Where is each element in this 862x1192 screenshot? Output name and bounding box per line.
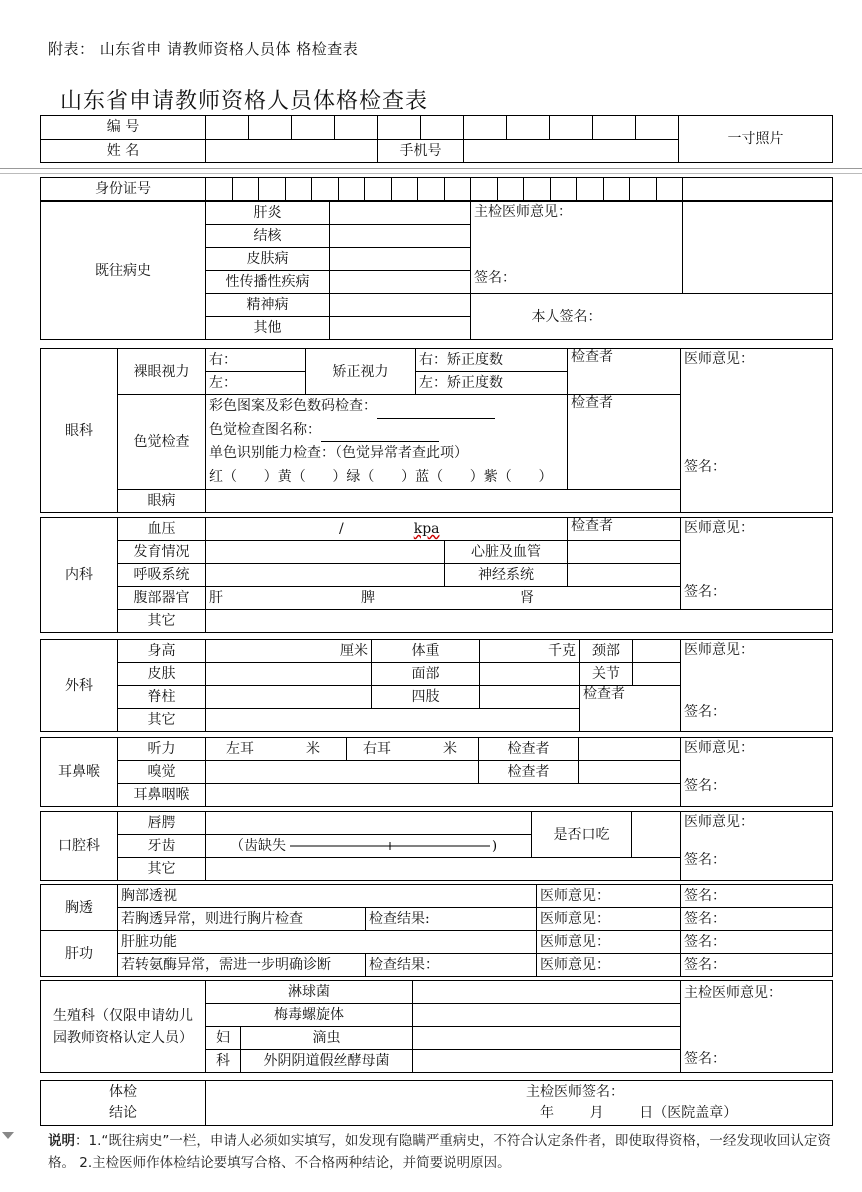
page-break xyxy=(0,165,862,177)
hearing-examiner-label: 检查者 xyxy=(479,738,579,761)
internal-opinion-label: 医师意见： xyxy=(684,520,755,536)
color-line4: 红（ ）黄（ ）绿（ ）蓝（ ）紫（ ） xyxy=(209,468,553,485)
top-table xyxy=(40,115,833,163)
id-cell[interactable] xyxy=(206,178,233,201)
number-cell[interactable] xyxy=(507,116,550,140)
id-cell[interactable] xyxy=(444,178,471,201)
phone-field[interactable] xyxy=(464,139,679,163)
form-title: 山东省申请教师资格人员体格检查表 xyxy=(60,89,429,114)
internal-doctor-opinion[interactable] xyxy=(681,518,833,610)
page-header: 附表： 山东省申 请教师资格人员体 格检查表 xyxy=(48,40,359,58)
number-cell[interactable] xyxy=(593,116,636,140)
note-text: ：1.“既往病史”一栏，申请人必须如实填写，如发现有隐瞒严重病史，不符合认定条件者，即使取得资格，一经发现收回认定资格。 2.主检医师作体检结论要填写合格、不合格两种结论，并简要说明原因。 xyxy=(48,1133,831,1171)
internal-other-field[interactable] xyxy=(206,610,833,633)
surgery-doctor-opinion[interactable] xyxy=(681,640,833,732)
surgery-section: 外科 xyxy=(41,640,118,732)
oral-sign-label: 签名： xyxy=(684,852,726,868)
surgery-other-label: 其它 xyxy=(118,709,206,732)
kg-unit: 千克 xyxy=(548,643,576,659)
limbs-label: 四肢 xyxy=(372,686,480,709)
abdomen-label: 腹部器官 xyxy=(118,587,206,610)
nervous-field[interactable] xyxy=(568,564,681,587)
color-line1: 彩色图案及彩色数码检查： xyxy=(209,398,377,414)
neck-field[interactable] xyxy=(633,640,681,663)
liver-result[interactable]: 检查结果： xyxy=(366,954,537,977)
oral-other-label: 其它 xyxy=(118,858,206,881)
phone-label: 手机号 xyxy=(378,139,464,163)
skin-label: 皮肤 xyxy=(118,663,206,686)
id-cell[interactable] xyxy=(391,178,418,201)
gyn-label-2: 科 xyxy=(206,1050,241,1073)
history-item: 性传播性疾病 xyxy=(206,271,330,294)
ent-table xyxy=(40,737,833,807)
chief-sign-label: 签名： xyxy=(474,270,516,286)
joint-field[interactable] xyxy=(633,663,681,686)
surgery-table xyxy=(40,639,833,732)
throat-label: 耳鼻咽喉 xyxy=(118,784,206,807)
spleen-label: 脾 xyxy=(361,590,375,606)
chest-xray-label: 胸部透视 xyxy=(118,885,537,908)
spine-label: 脊柱 xyxy=(118,686,206,709)
liver-abnormal-label: 若转氨酶异常，需进一步明确诊断 xyxy=(118,954,366,977)
stutter-label: 是否口吃 xyxy=(532,812,632,858)
history-item: 精神病 xyxy=(206,294,330,317)
id-cell[interactable] xyxy=(577,178,604,201)
eye-opinion-label: 医师意见： xyxy=(684,351,754,367)
id-cell[interactable] xyxy=(603,178,630,201)
chest-result[interactable]: 检查结果: xyxy=(366,908,537,931)
id-cell[interactable] xyxy=(497,178,524,201)
id-cell[interactable] xyxy=(471,178,498,201)
eye-examiner-2[interactable]: 检查者 xyxy=(568,395,681,490)
bp-unit: kpa xyxy=(413,521,440,537)
right-degree[interactable]: 右：矫正度数 xyxy=(416,349,568,372)
surgery-examiner[interactable]: 检查者 xyxy=(580,686,681,732)
candida-label: 外阴阴道假丝酵母菌 xyxy=(241,1050,413,1073)
teeth-field[interactable] xyxy=(206,835,532,858)
number-cell[interactable] xyxy=(550,116,593,140)
id-cell[interactable] xyxy=(338,178,365,201)
joint-label: 关节 xyxy=(580,663,633,686)
internal-section: 内科 xyxy=(41,518,118,633)
teeth-detail: （齿缺失 xyxy=(230,838,286,854)
skin-field[interactable] xyxy=(206,663,372,686)
svg-text:): ) xyxy=(492,840,498,852)
liver-opinion-2[interactable]: 医师意见： xyxy=(537,954,681,977)
internal-other-label: 其它 xyxy=(118,610,206,633)
history-field[interactable] xyxy=(330,317,471,340)
corrected-vision-label: 矫正视力 xyxy=(306,349,416,395)
lips-label: 唇腭 xyxy=(118,812,206,835)
history-item: 其他 xyxy=(206,317,330,340)
kidney-label: 肾 xyxy=(520,590,534,606)
name-field[interactable] xyxy=(206,139,378,163)
liver-sign-2[interactable]: 签名： xyxy=(681,954,833,977)
self-sign[interactable] xyxy=(471,294,833,340)
left-ear-unit: 米 xyxy=(306,741,320,757)
liver-opinion-1[interactable]: 医师意见： xyxy=(537,931,681,954)
liver-function-label: 肝脏功能 xyxy=(118,931,537,954)
chest-sign-2[interactable]: 签名： xyxy=(681,908,833,931)
eye-disease-field[interactable] xyxy=(206,490,681,513)
face-label: 面部 xyxy=(372,663,480,686)
ent-section: 耳鼻喉 xyxy=(41,738,118,807)
conclusion-label-2: 结论 xyxy=(109,1105,137,1121)
name-label: 姓 名 xyxy=(41,139,206,163)
right-ear-unit: 米 xyxy=(443,741,457,757)
id-table xyxy=(40,177,833,201)
respiratory-label: 呼吸系统 xyxy=(118,564,206,587)
naked-left[interactable]: 左： xyxy=(206,372,306,395)
note-bold: 说明 xyxy=(48,1133,75,1149)
id-cell[interactable] xyxy=(365,178,392,201)
id-cell[interactable] xyxy=(656,178,683,201)
internal-table xyxy=(40,517,833,633)
left-degree[interactable]: 左：矫正度数 xyxy=(416,372,568,395)
syphilis-field[interactable] xyxy=(413,1004,681,1027)
gonorrhea-field[interactable] xyxy=(413,981,681,1004)
development-label: 发育情况 xyxy=(118,541,206,564)
trich-field[interactable] xyxy=(413,1027,681,1050)
color-line3: 单色识别能力检查：（色觉异常者查此项） xyxy=(209,445,468,461)
left-ear-label: 左耳 xyxy=(226,741,254,757)
collapse-arrow-icon[interactable] xyxy=(2,1132,14,1139)
id-cell[interactable] xyxy=(550,178,577,201)
heart-label: 心脏及血管 xyxy=(445,541,568,564)
self-sign-label: 本人签名： xyxy=(531,308,602,325)
repro-section: 生殖科（仅限申请幼儿园教师资格认定人员） xyxy=(41,981,206,1073)
surgery-opinion-label: 医师意见： xyxy=(684,642,754,658)
id-cell[interactable] xyxy=(312,178,339,201)
liver-sign-1[interactable]: 签名： xyxy=(681,931,833,954)
number-cell[interactable] xyxy=(249,116,292,140)
history-right-blank xyxy=(683,202,833,294)
teeth-label: 牙齿 xyxy=(118,835,206,858)
smell-field[interactable] xyxy=(206,761,479,784)
history-item: 结核 xyxy=(206,225,330,248)
trich-label: 滴虫 xyxy=(241,1027,413,1050)
conclusion-date: 年 月 日（医院盖章） xyxy=(540,1105,738,1121)
stutter-field[interactable] xyxy=(632,812,681,858)
eye-disease-label: 眼病 xyxy=(118,490,206,513)
surgery-sign-label: 签名： xyxy=(684,704,726,720)
development-field[interactable] xyxy=(206,541,445,564)
number-cell[interactable] xyxy=(335,116,378,140)
weight-field[interactable] xyxy=(480,640,580,663)
number-cell[interactable] xyxy=(464,116,507,140)
oral-opinion-label: 医师意见： xyxy=(684,814,754,830)
eye-examiner-1[interactable]: 检查者 xyxy=(568,349,681,395)
chest-opinion-1[interactable]: 医师意见： xyxy=(537,885,681,908)
smell-examiner-field[interactable] xyxy=(579,761,681,784)
conclusion-chief-sign: 主检医师签名： xyxy=(526,1084,624,1100)
hearing-examiner-field[interactable] xyxy=(579,738,681,761)
conclusion-field[interactable] xyxy=(206,1081,833,1126)
history-item: 肝炎 xyxy=(206,202,330,225)
eye-sign-label: 签名： xyxy=(684,459,726,475)
oral-other-field[interactable] xyxy=(206,858,681,881)
id-cell[interactable] xyxy=(418,178,445,201)
height-field[interactable] xyxy=(206,640,372,663)
eye-section: 眼科 xyxy=(41,349,118,513)
spine-field[interactable] xyxy=(206,686,372,709)
id-label: 身份证号 xyxy=(41,178,206,201)
right-ear-label: 右耳 xyxy=(363,741,391,757)
internal-examiner[interactable]: 检查者 xyxy=(568,518,681,541)
bp-label: 血压 xyxy=(118,518,206,541)
respiratory-field[interactable] xyxy=(206,564,445,587)
heart-field[interactable] xyxy=(568,541,681,564)
chest-abnormal-label: 若胸透异常，则进行胸片检查 xyxy=(118,908,366,931)
cm-unit: 厘米 xyxy=(340,643,368,659)
left-ear-field[interactable] xyxy=(206,738,347,761)
ent-doctor-opinion[interactable] xyxy=(681,738,833,807)
naked-vision-label: 裸眼视力 xyxy=(118,349,206,395)
history-field[interactable] xyxy=(330,248,471,271)
number-cell[interactable] xyxy=(378,116,421,140)
chest-liver-table xyxy=(40,884,833,977)
chest-sign-1[interactable]: 签名： xyxy=(681,885,833,908)
nervous-label: 神经系统 xyxy=(445,564,568,587)
chief-opinion-label: 主检医师意见： xyxy=(474,204,572,220)
repro-table xyxy=(40,980,833,1073)
id-cell[interactable] xyxy=(630,178,657,201)
gyn-label-1: 妇 xyxy=(206,1027,241,1050)
number-cell[interactable] xyxy=(206,116,249,140)
hearing-label: 听力 xyxy=(118,738,206,761)
chest-section: 胸透 xyxy=(41,885,118,931)
history-field[interactable] xyxy=(330,271,471,294)
photo-box[interactable]: 一寸照片 xyxy=(679,116,833,163)
history-field[interactable] xyxy=(330,202,471,225)
number-cell[interactable] xyxy=(636,116,679,140)
history-item: 皮肤病 xyxy=(206,248,330,271)
history-field[interactable] xyxy=(330,225,471,248)
color-line2: 色觉检查图名称： xyxy=(209,421,321,438)
id-cell[interactable] xyxy=(285,178,312,201)
bp-field[interactable] xyxy=(206,518,568,541)
oral-section: 口腔科 xyxy=(41,812,118,881)
limbs-field[interactable] xyxy=(480,686,580,709)
repro-sign-label: 签名： xyxy=(684,1051,726,1067)
oral-table xyxy=(40,811,833,881)
abdomen-field[interactable] xyxy=(206,587,681,610)
liver-label: 肝 xyxy=(209,590,223,606)
color-check-area[interactable] xyxy=(206,395,568,490)
number-cell[interactable] xyxy=(421,116,464,140)
repro-chief-opinion[interactable] xyxy=(681,981,833,1073)
conclusion-table xyxy=(40,1080,833,1126)
smell-examiner-label: 检查者 xyxy=(479,761,579,784)
history-chief-opinion[interactable] xyxy=(471,202,683,294)
smell-label: 嗅觉 xyxy=(118,761,206,784)
surgery-other-field[interactable] xyxy=(206,709,580,732)
lips-field[interactable] xyxy=(206,812,532,835)
bp-sep: / xyxy=(339,521,344,537)
id-cell[interactable] xyxy=(259,178,286,201)
id-cell[interactable] xyxy=(232,178,259,201)
number-label: 编 号 xyxy=(41,116,206,140)
right-ear-field[interactable] xyxy=(347,738,479,761)
throat-field[interactable] xyxy=(206,784,681,807)
history-field[interactable] xyxy=(330,294,471,317)
conclusion-label-1: 体检 xyxy=(109,1084,137,1100)
naked-right[interactable]: 右： xyxy=(206,349,306,372)
ent-sign-label: 签名： xyxy=(684,778,726,794)
neck-label: 颈部 xyxy=(580,640,633,663)
history-table xyxy=(40,201,833,340)
eye-table xyxy=(40,348,833,513)
id-photo-cont xyxy=(683,178,833,201)
gonorrhea-label: 淋球菌 xyxy=(206,981,413,1004)
internal-sign-label: 签名： xyxy=(684,584,727,600)
history-label: 既往病史 xyxy=(41,202,206,340)
tooth-chart-cross xyxy=(290,840,500,852)
height-label: 身高 xyxy=(118,640,206,663)
footnote xyxy=(48,1130,838,1174)
color-check-label: 色觉检查 xyxy=(118,395,206,490)
syphilis-label: 梅毒螺旋体 xyxy=(206,1004,413,1027)
liver-section: 肝功 xyxy=(41,931,118,977)
number-cell[interactable] xyxy=(292,116,335,140)
candida-field[interactable] xyxy=(413,1050,681,1073)
weight-label: 体重 xyxy=(372,640,480,663)
repro-opinion-label: 主检医师意见： xyxy=(684,985,782,1001)
chest-opinion-2[interactable]: 医师意见： xyxy=(537,908,681,931)
eye-doctor-opinion[interactable] xyxy=(681,349,833,513)
face-field[interactable] xyxy=(480,663,580,686)
oral-doctor-opinion[interactable] xyxy=(681,812,833,881)
id-cell[interactable] xyxy=(524,178,551,201)
conclusion-label xyxy=(41,1081,206,1126)
ent-opinion-label: 医师意见： xyxy=(684,740,754,756)
